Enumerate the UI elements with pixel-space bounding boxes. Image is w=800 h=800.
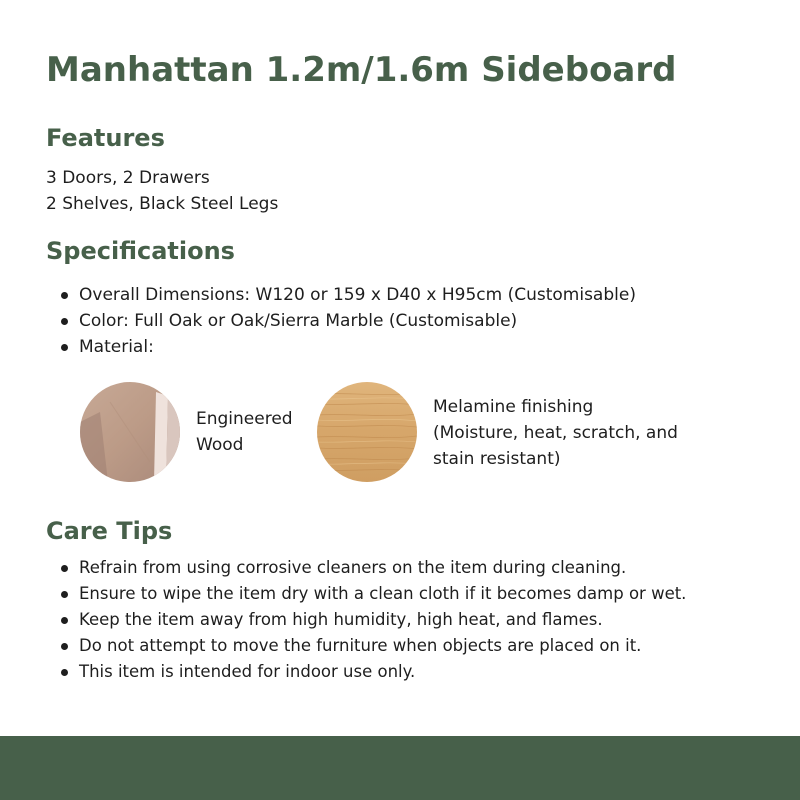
- material-label-line: stain resistant): [433, 449, 561, 469]
- footer-bar: [0, 736, 800, 800]
- spec-color: Color: Full Oak or Oak/Sierra Marble (Customisable): [58, 308, 636, 334]
- care-tips-list: [58, 555, 686, 685]
- engineered-wood-label: [196, 406, 293, 458]
- specifications-list: [58, 282, 636, 360]
- material-label-line: Engineered: [196, 409, 293, 429]
- engineered-wood-image: [80, 382, 180, 482]
- melamine-oak-image: [317, 382, 417, 482]
- page-title: Manhattan 1.2m/1.6m Sideboard: [46, 50, 677, 90]
- material-label-line: Wood: [196, 435, 244, 455]
- material-label-line: (Moisture, heat, scratch, and: [433, 423, 678, 443]
- care-tips-heading: Care Tips: [46, 517, 173, 545]
- feature-line: 2 Shelves, Black Steel Legs: [46, 194, 279, 214]
- features-list: [46, 165, 278, 217]
- care-tip-item: Keep the item away from high humidity, high heat, and flames.: [58, 607, 686, 633]
- features-heading: Features: [46, 124, 165, 152]
- care-tip-item: Refrain from using corrosive cleaners on the item during cleaning.: [58, 555, 686, 581]
- care-tip-item: This item is intended for indoor use only.: [58, 659, 686, 685]
- feature-line: 3 Doors, 2 Drawers: [46, 168, 210, 188]
- engineered-wood-swatch: [80, 382, 180, 482]
- care-tip-item: Ensure to wipe the item dry with a clean cloth if it becomes damp or wet.: [58, 581, 686, 607]
- melamine-oak-swatch: [317, 382, 417, 482]
- spec-dimensions: Overall Dimensions: W120 or 159 x D40 x H95cm (Customisable): [58, 282, 636, 308]
- care-tip-item: Do not attempt to move the furniture when objects are placed on it.: [58, 633, 686, 659]
- specifications-heading: Specifications: [46, 237, 235, 265]
- melamine-label: [433, 394, 678, 472]
- spec-material: Material:: [58, 334, 636, 360]
- material-label-line: Melamine finishing: [433, 397, 594, 417]
